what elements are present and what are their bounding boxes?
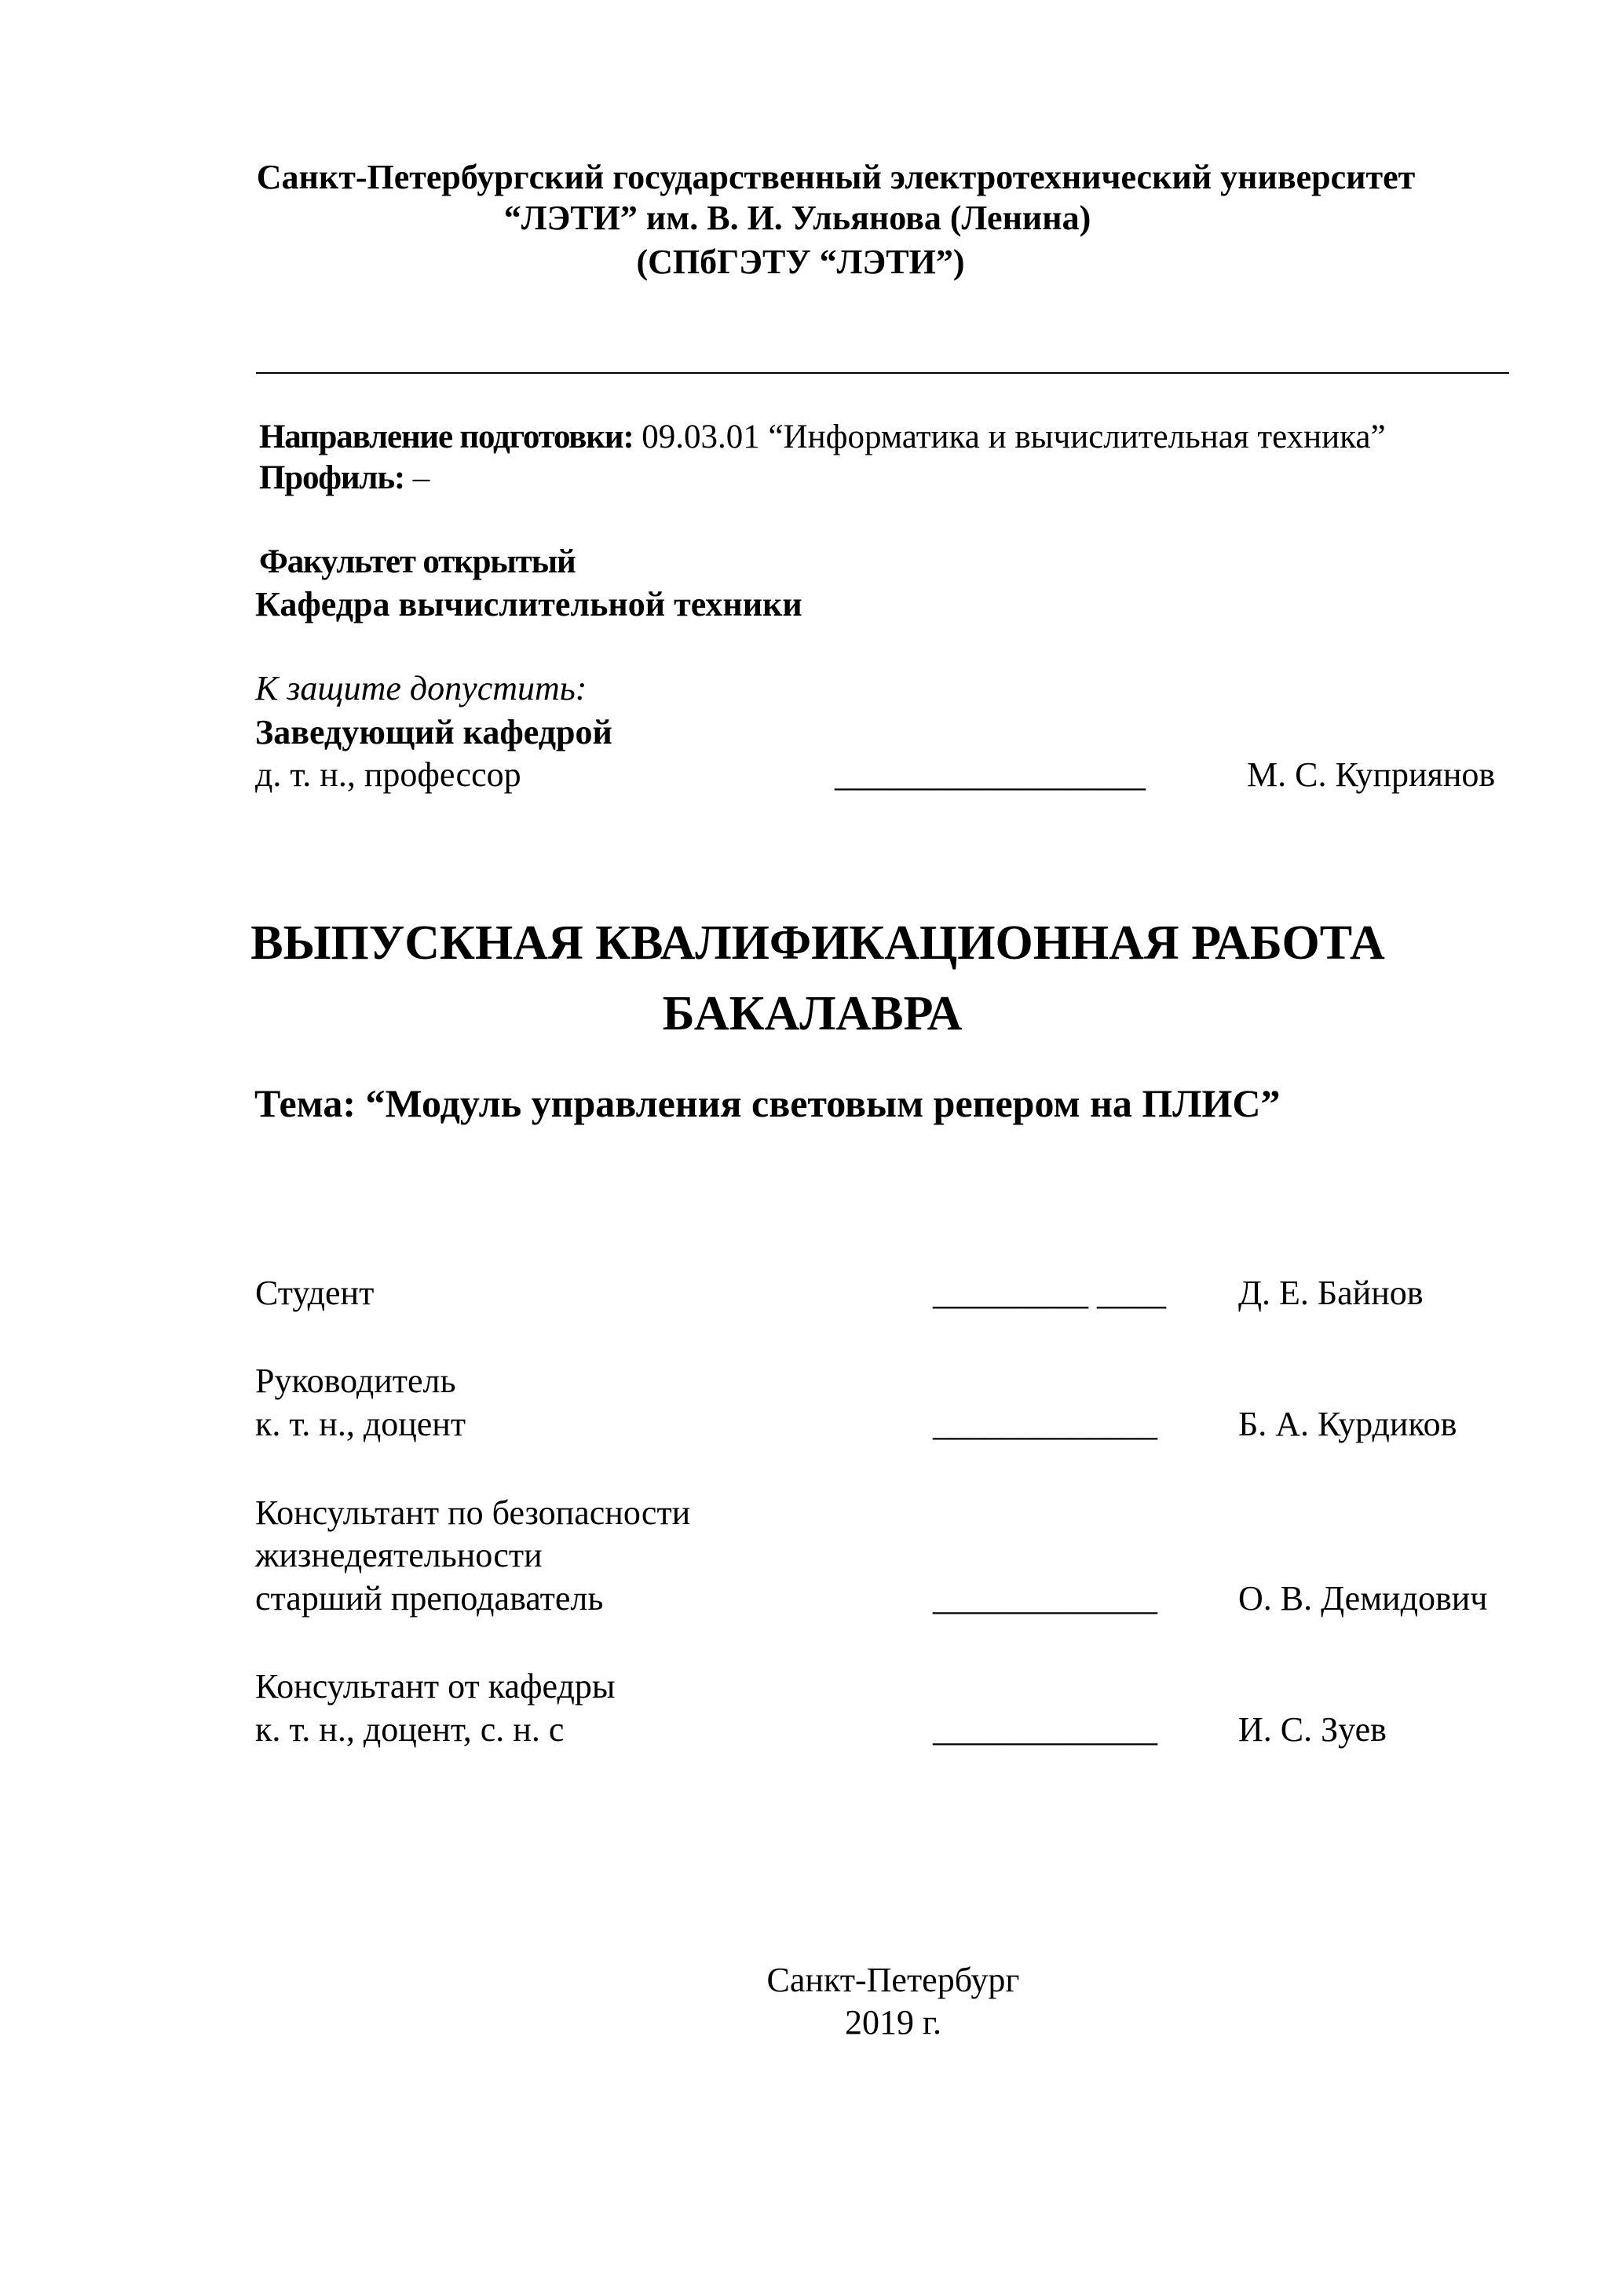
department-name: Кафедра вычислительной техники bbox=[255, 585, 802, 623]
profile-row bbox=[259, 458, 430, 499]
direction-row bbox=[259, 417, 1386, 458]
signatory-safety-name: О. В. Демидович bbox=[1238, 1579, 1488, 1618]
signatory-safety-signature-line: _____________ bbox=[933, 1579, 1157, 1618]
faculty-name: Факультет открытый bbox=[259, 543, 576, 580]
header-divider bbox=[256, 372, 1509, 374]
signatory-safety-position: старший преподаватель bbox=[255, 1579, 604, 1618]
signatory-supervisor-name: Б. А. Курдиков bbox=[1238, 1405, 1457, 1443]
admission-role: Заведующий кафедрой bbox=[255, 713, 612, 751]
footer-city: Санкт-Петербург bbox=[766, 1961, 1020, 1999]
direction-value: 09.03.01 “Информатика и вычислительная техника” bbox=[633, 419, 1386, 455]
signatory-student-signature-line: _________ ____ bbox=[933, 1274, 1166, 1312]
signatory-supervisor-signature-line: _____________ bbox=[933, 1405, 1157, 1443]
signatory-student-role: Студент bbox=[255, 1274, 375, 1312]
signatory-safety-role-line1: Консультант по безопасности bbox=[255, 1493, 691, 1532]
profile-label: Профиль: bbox=[259, 459, 404, 496]
signatory-supervisor-degree: к. т. н., доцент bbox=[255, 1405, 466, 1443]
signatory-dept-signature-line: _____________ bbox=[933, 1710, 1157, 1749]
university-abbreviation: (СПбГЭТУ “ЛЭТИ”) bbox=[636, 243, 965, 281]
signatory-safety-role-line2: жизнедеятельности bbox=[255, 1536, 543, 1574]
admission-degree: д. т. н., профессор bbox=[255, 755, 521, 794]
admission-name: М. С. Куприянов bbox=[1247, 755, 1496, 794]
direction-label: Направление подготовки: bbox=[259, 419, 634, 455]
footer-year: 2019 г. bbox=[844, 2003, 942, 2042]
signatory-dept-degree: к. т. н., доцент, с. н. с bbox=[255, 1710, 565, 1749]
thesis-title-line2: БАКАЛАВРА bbox=[662, 987, 963, 1040]
signatory-student-name: Д. Е. Байнов bbox=[1238, 1274, 1424, 1312]
thesis-theme: Тема: “Модуль управления световым репером на ПЛИС” bbox=[254, 1081, 1281, 1125]
university-name-line1: Санкт-Петербургский государственный электротехнический университет bbox=[256, 158, 1416, 196]
signatory-dept-role: Консультант от кафедры bbox=[255, 1667, 616, 1706]
signatory-dept-name: И. С. Зуев bbox=[1238, 1710, 1387, 1749]
thesis-title-line1: ВЫПУСКНАЯ КВАЛИФИКАЦИОННАЯ РАБОТА bbox=[250, 916, 1385, 970]
signatory-supervisor-role: Руководитель bbox=[255, 1362, 456, 1400]
admission-signature-line: __________________ bbox=[835, 755, 1146, 794]
university-name-line2: “ЛЭТИ” им. В. И. Ульянова (Ленина) bbox=[503, 199, 1091, 237]
admission-note: К защите допустить: bbox=[255, 669, 587, 707]
profile-value: – bbox=[404, 459, 430, 496]
